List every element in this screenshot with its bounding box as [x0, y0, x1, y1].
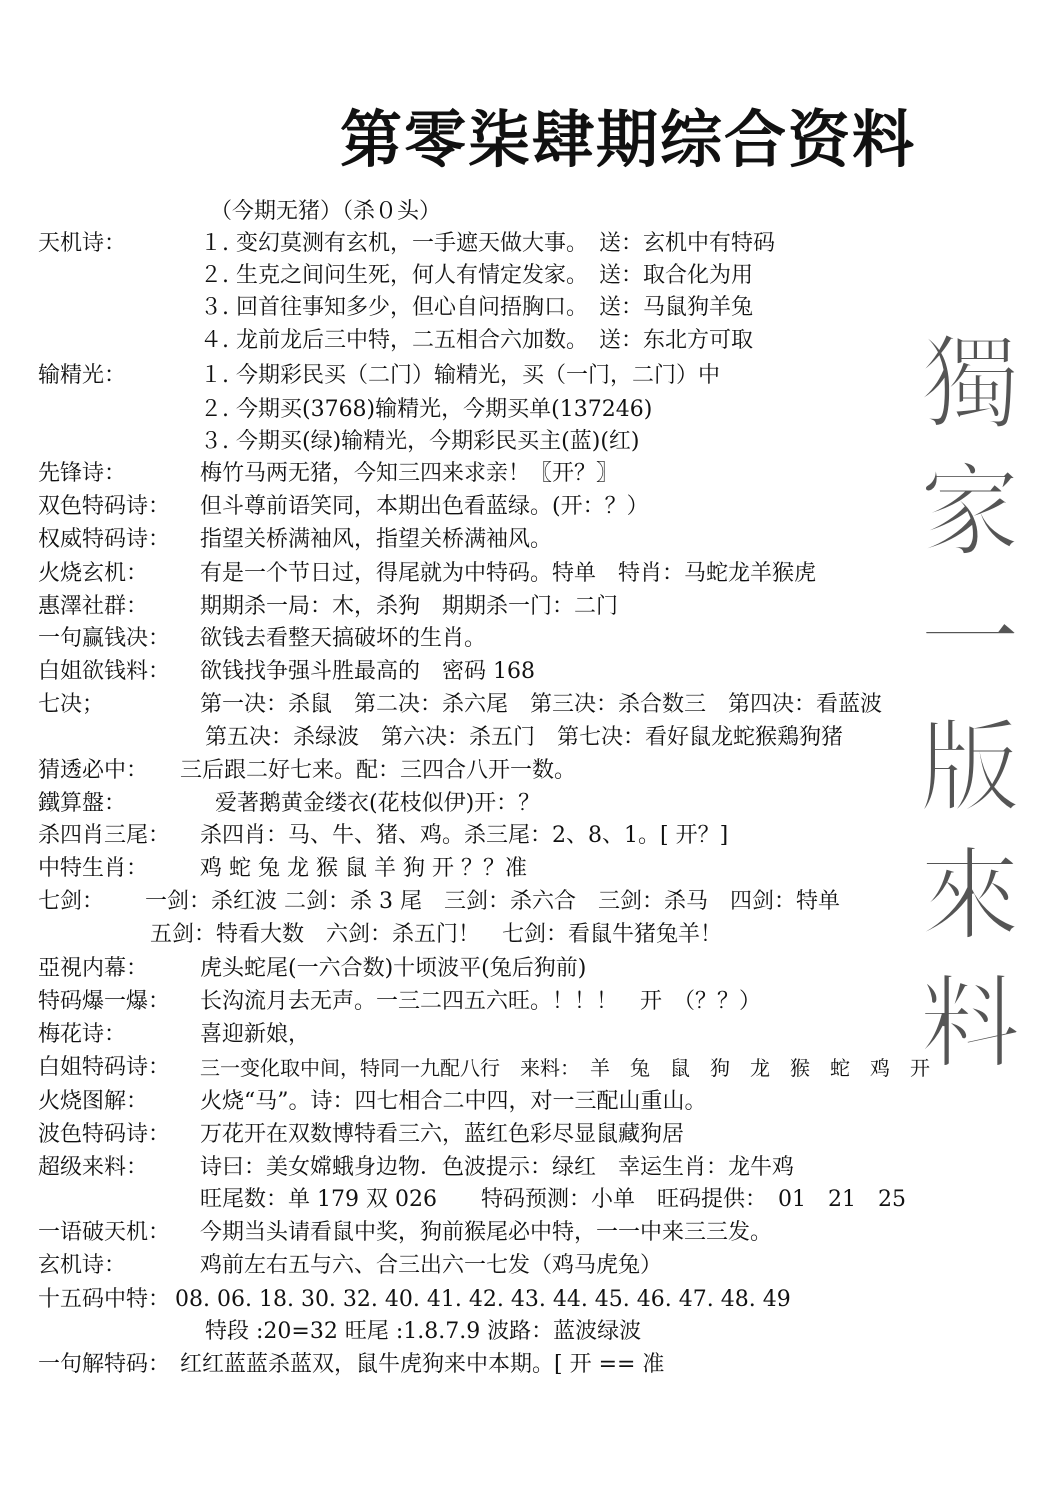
row-text: 鸡 蛇 兔 龙 猴 鼠 羊 狗 开 ？？准: [200, 856, 527, 881]
row-text: 鸡前左右五与六、合三出六一七发（鸡马虎兔）: [200, 1253, 663, 1278]
row-label: 猜透必中：: [38, 758, 149, 783]
row-text: 但斗尊前语笑同，本期出色看蓝绿。(开：？）: [200, 494, 649, 519]
row-text: 欲钱找争强斗胜最高的 密码 168: [200, 659, 535, 684]
row-label: 十五码中特：: [38, 1287, 171, 1312]
row-text: 第一决：杀鼠 第二决：杀六尾 第三决：杀合数三 第四决：看蓝波: [200, 692, 883, 717]
watermark-char: 料: [920, 965, 1020, 1082]
row-text: 爱著鹅黄金缕衣(花枝似伊)开：？: [215, 791, 541, 816]
row-text: 长沟流月去无声。一三二四五六旺。！！！ 开 （？？）: [200, 989, 762, 1014]
row-label: 惠澤社群：: [38, 594, 149, 619]
row-label: 一句解特码：: [38, 1352, 171, 1377]
row-label: 双色特码诗：: [38, 494, 171, 519]
row-label: 火烧图解：: [38, 1089, 149, 1114]
row-text: 喜迎新娘，: [200, 1022, 311, 1047]
row-text: 欲钱去看整天搞破坏的生肖。: [200, 626, 487, 651]
row-label: 中特生肖：: [38, 856, 149, 881]
row-text: １. 变幻莫测有玄机，一手遮天做大事。 送：玄机中有特码: [200, 231, 775, 256]
row-label: 七剑：: [38, 889, 105, 914]
watermark-char: 獨: [920, 325, 1020, 442]
row-label: 天机诗：: [38, 231, 127, 256]
row-label: 超级来料：: [38, 1155, 149, 1180]
watermark-char: 家: [920, 453, 1020, 570]
row-label: 火烧玄机：: [38, 561, 149, 586]
row-label: 一语破天机：: [38, 1220, 171, 1245]
row-text: 火烧“马”。诗：四七相合二中四，对一三配山重山。: [200, 1089, 707, 1114]
row-text: 三后跟二好七来。配：三四合八开一数。: [180, 758, 577, 783]
row-text: ３. 回首往事知多少，但心自问捂胸口。 送：马鼠狗羊兔: [200, 295, 753, 320]
row-label: 先锋诗：: [38, 461, 127, 486]
row-text: 有是一个节日过，得尾就为中特码。特单 特肖：马蛇龙羊猴虎: [200, 561, 817, 586]
row-label: 鐵算盤：: [38, 791, 127, 816]
row-label: 亞視内幕：: [38, 956, 149, 981]
row-text: ２. 今期买(3768)输精光，今期买单(137246): [200, 397, 653, 422]
row-text: 万花开在双数博特看三六，蓝红色彩尽显鼠藏狗居: [200, 1122, 685, 1147]
row-text: 五剑：特看大数 六剑：杀五门！ 七剑：看鼠牛猪兔羊！: [150, 922, 723, 947]
row-text: 虎头蛇尾(一六合数)十顷波平(兔后狗前): [200, 956, 587, 981]
watermark-stamp: [910, 320, 1030, 1088]
row-label: 白姐欲钱料：: [38, 659, 171, 684]
row-label: 输精光：: [38, 363, 127, 388]
row-text: ４. 龙前龙后三中特，二五相合六加数。 送：东北方可取: [200, 328, 753, 353]
row-text: 08. 06. 18. 30. 32. 40. 41. 42. 43. 44. 45. 46. 47. 48. 49: [175, 1287, 791, 1312]
row-text: ２. 生克之间问生死，何人有情定发家。 送：取合化为用: [200, 263, 753, 288]
row-label: 玄机诗：: [38, 1253, 127, 1278]
row-text: 一剑：杀红波 二剑：杀 3 尾 三剑：杀六合 三剑：杀马 四剑：特单: [145, 889, 840, 914]
row-text: 指望关桥满袖风，指望关桥满袖风。: [200, 527, 553, 552]
row-label: 七决；: [38, 692, 105, 717]
watermark-char: 一: [920, 581, 1020, 698]
row-label: 白姐特码诗：: [38, 1055, 171, 1080]
page-title: 第零柒肆期综合资料: [340, 103, 917, 176]
row-text: 旺尾数：单 179 双 026 特码预测：小单 旺码提供： 01 21 25: [200, 1187, 906, 1212]
row-text: １. 今期彩民买（二门）输精光，买（一门，二门）中: [200, 363, 720, 388]
row-text: 三一变化取中间，特同一九配八行 来料： 羊 兔 鼠 狗 龙 猴 蛇 鸡 开: [200, 1056, 930, 1080]
row-text: 第五决：杀绿波 第六决：杀五门 第七决：看好鼠龙蛇猴鶏狗猪: [205, 725, 844, 750]
row-text: 特段 :20=32 旺尾 :1.8.7.9 波路：蓝波绿波: [205, 1319, 642, 1344]
row-label: 梅花诗：: [38, 1022, 127, 1047]
row-text: 杀四肖：马、牛、猪、鸡。杀三尾：2、8、1。[ 开？]: [200, 823, 729, 848]
row-text: 红红蓝蓝杀蓝双，鼠牛虎狗来中本期。[ 开 == 准: [180, 1352, 665, 1377]
row-text: ３. 今期买(绿)输精光，今期彩民买主(蓝)(红): [200, 429, 640, 454]
row-text: 诗曰：美女嫦蛾身边物．色波提示：绿红 幸运生肖：龙牛鸡: [200, 1155, 795, 1180]
row-text: 期期杀一局：木，杀狗 期期杀一门：二门: [200, 594, 619, 619]
row-label: 权威特码诗：: [38, 527, 171, 552]
row-label: 波色特码诗：: [38, 1122, 171, 1147]
row-text: 梅竹马两无猪，今知三四来求亲！〖开？〗: [200, 461, 619, 486]
row-text: （今期无猪）（杀０头）: [210, 199, 442, 224]
watermark-char: 來: [920, 837, 1020, 954]
row-label: 特码爆一爆：: [38, 989, 171, 1014]
row-text: 今期当头请看鼠中奖，狗前猴尾必中特，一一中来三三发。: [200, 1220, 773, 1245]
watermark-char: 版: [920, 709, 1020, 826]
row-label: 杀四肖三尾：: [38, 823, 171, 848]
row-label: 一句赢钱决：: [38, 626, 171, 651]
